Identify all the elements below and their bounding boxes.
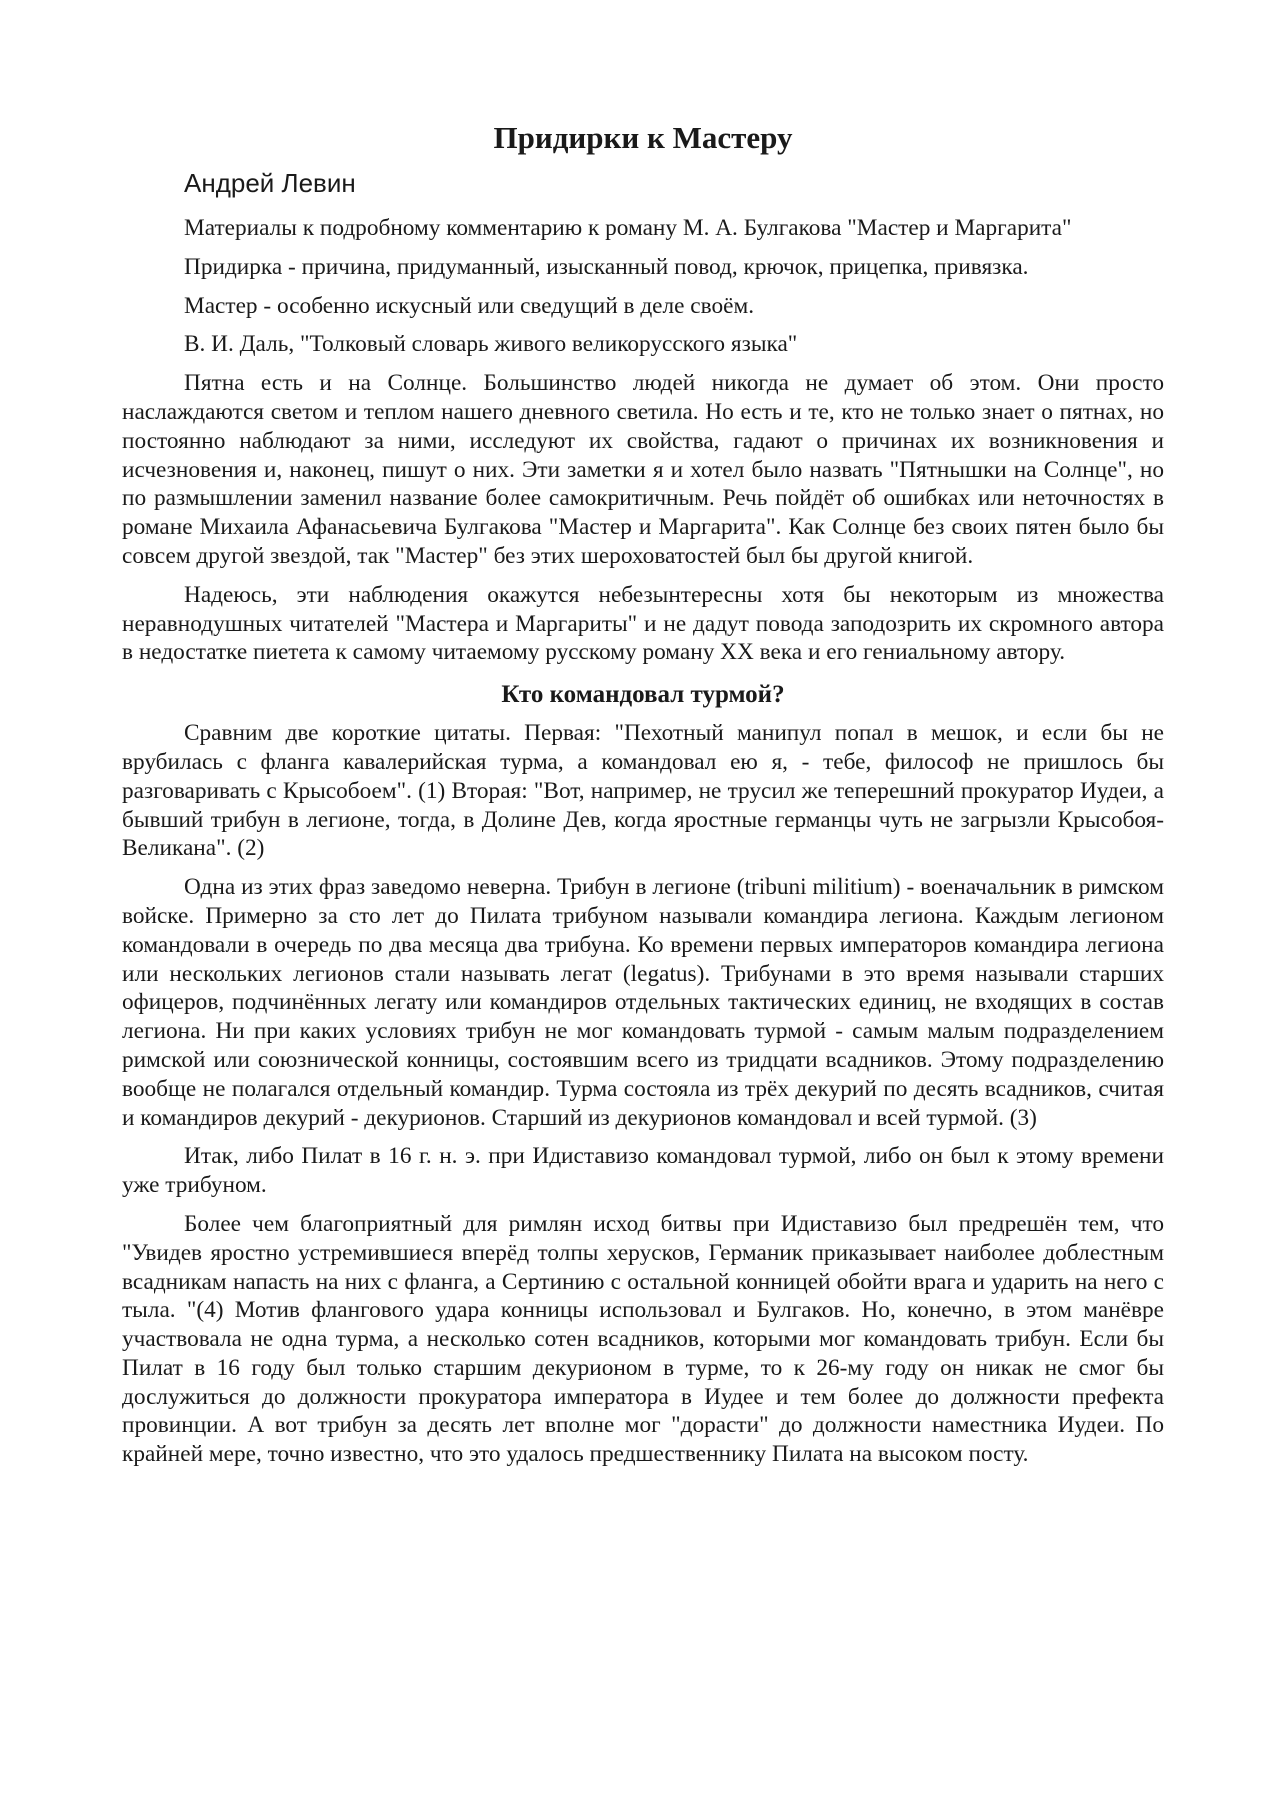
intro-paragraph: Пятна есть и на Солнце. Большинство людей никогда не думает об этом. Они просто наслаждаются светом и теплом нашего дневного светила. Но есть и те, кто не только знает о пятнах, но постоянно наблюдают за ними, исследуют их свойства, гадают о причинах их возникновения и исчезновения и, наконец, пишут о них. Эти заметки я и хотел было назвать "Пятнышки на Солнце", но по размышлении заменил название более самокритичным. Речь пойдёт об ошибках или неточностях в романе Михаила Афанасьевича Булгакова "Мастер и Маргарита". Как Солнце без своих пятен было бы совсем другой звездой, так "Мастер" без этих шероховатостей был бы другой книгой. [122, 370, 1164, 569]
section-heading: Кто командовал турмой? [501, 681, 785, 709]
epigraph-source: В. И. Даль, "Толковый словарь живого великорусского языка" [184, 331, 798, 358]
author-name: Андрей Левин [184, 168, 356, 198]
subtitle-paragraph: Материалы к подробному комментарию к роману М. А. Булгакова "Мастер и Маргарита" [184, 215, 1072, 241]
intro-paragraph: Надеюсь, эти наблюдения окажутся небезынтересны хотя бы некоторым из множества неравнодушных читателей "Мастера и Маргариты" и не дадут повода заподозрить их скромного автора в недостатке пиетета к самому читаемому русскому роману XX века и его гениальному автору. [122, 581, 1164, 666]
body-paragraph: Одна из этих фраз заведомо неверна. Трибун в легионе (tribuni militium) - военачальник в римском войске. Примерно за сто лет до Пилата трибуном называли командира легиона. Каждым легионом командовали в очередь по два месяца два трибуна. Ко времени первых императоров командира легиона или нескольких легионов стали называть легат (legatus). Трибунами в это время называли старших офицеров, подчинённых легату или командиров отдельных тактических единиц, не входящих в состав легиона. Ни при каких условиях трибун не мог командовать турмой - самым малым подразделением римской или союзнической конницы, состоявшим всего из тридцати всадников. Этому подразделению вообще не полагался отдельный командир. Турма состояла из трёх декурий по десять всадников, считая и командиров декурий - декурионов. Старший из декурионов командовал и всей турмой. (3) [122, 874, 1164, 1131]
document-page [122, 118, 1164, 1479]
epigraph-line: Придирка - причина, придуманный, изысканный повод, крючок, прицепка, привязка. [184, 253, 1029, 280]
body-paragraph: Сравним две короткие цитаты. Первая: "Пехотный манипул попал в мешок, и если бы не врубилась с фланга кавалерийская турма, а командовал ею я, - тебе, философ не пришлось бы разговаривать с Крысобоем". (1) Вторая: "Вот, например, не трусил же теперешний прокуратор Иудеи, а бывший трибун в легионе, тогда, в Долине Дев, когда яростные германцы чуть не загрызли Крысобоя-Великана". (2) [122, 720, 1164, 862]
body-paragraph: Итак, либо Пилат в 16 г. н. э. при Идиставизо командовал турмой, либо он был к этому времени уже трибуном. [122, 1143, 1164, 1199]
body-paragraph: Более чем благоприятный для римлян исход битвы при Идиставизо был предрешён тем, что "Увидев яростно устремившиеся вперёд толпы херусков, Германик приказывает наиболее доблестным всадникам напасть на них с фланга, а Сертинию с остальной конницей обойти врага и ударить на него с тыла. "(4) Мотив флангового удара конницы использовал и Булгаков. Но, конечно, в этом манёвре участвовала не одна турма, а несколько сотен всадников, которыми мог командовать трибун. Если бы Пилат в 16 году был только старшим декурионом в турме, то к 26-му году он никак не смог бы дослужиться до должности прокуратора императора в Иудее и тем более до должности префекта провинции. А вот трибун за десять лет вполне мог "дорасти" до должности наместника Иудеи. По крайней мере, точно известно, что это удалось предшественнику Пилата на высоком посту. [122, 1210, 1164, 1468]
epigraph-line: Мастер - особенно искусный или сведущий в деле своём. [184, 292, 755, 319]
document-title: Придирки к Мастеру [493, 120, 793, 155]
